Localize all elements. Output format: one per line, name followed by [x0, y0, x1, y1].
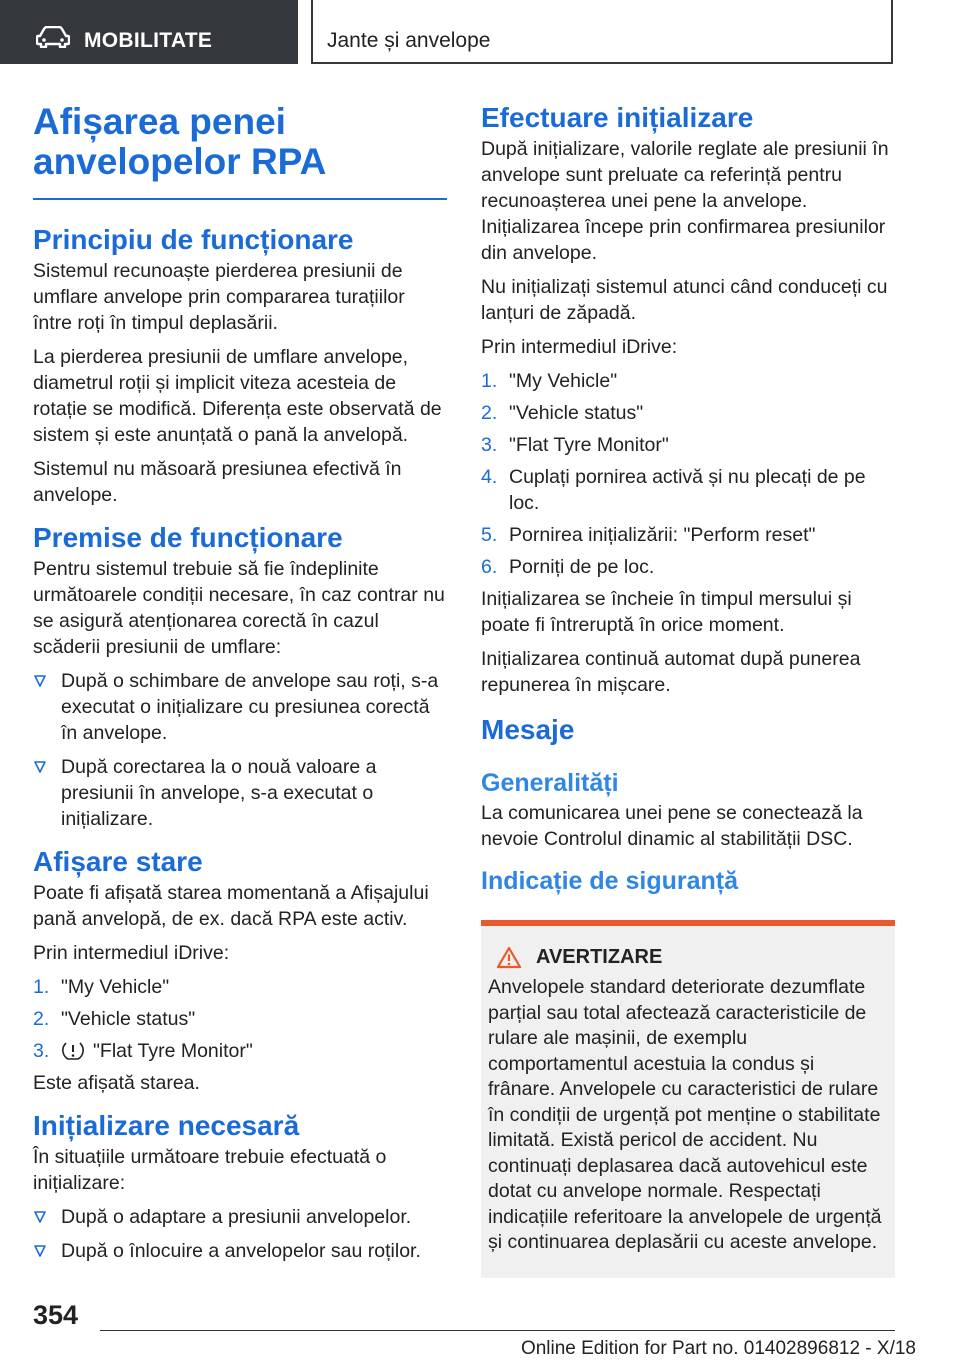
- list-item: [33, 754, 447, 832]
- list-item-text: După o înlocuire a anvelopelor sau roților.: [61, 1240, 421, 1262]
- heading-indicatie: Indicație de siguranță: [481, 867, 739, 895]
- paragraph: Inițializarea se încheie în timpul mersului și poate fi întreruptă în orice moment.: [481, 588, 852, 636]
- list-item: 6. Porniți de pe loc.: [481, 556, 655, 578]
- left-column: [33, 102, 447, 1278]
- heading-principiu: Principiu de funcționare: [33, 224, 354, 255]
- list-item: 2. "Vehicle status": [481, 402, 644, 424]
- list-item: [33, 668, 447, 746]
- page-number: 354: [33, 1300, 79, 1330]
- paragraph: La comunicarea unei pene se conectează la nevoie Controlul dinamic al stabilității DSC.: [481, 802, 863, 850]
- right-column: [481, 102, 895, 1278]
- paragraph: Este afișată starea.: [33, 1072, 200, 1094]
- paragraph: Nu inițializați sistemul atunci când conduceți cu lanțuri de zăpadă.: [481, 276, 888, 324]
- list-item-text: După corectarea la o nouă valoare a presiunii în anvelope, s-a executat o inițializare.: [61, 756, 377, 830]
- footer-edition: Online Edition for Part no. 01402896812 - X/18: [520, 1338, 916, 1359]
- section-principiu: [33, 224, 447, 508]
- step-list: [481, 368, 895, 580]
- heading-mesaje: Mesaje: [481, 714, 575, 745]
- paragraph: În situațiile următoare trebuie efectuată o inițializare:: [33, 1146, 387, 1194]
- heading-efectuare: Efectuare inițializare: [481, 102, 754, 133]
- heading-afisare: Afișare stare: [33, 846, 203, 877]
- paragraph: După inițializare, valorile reglate ale presiunii în anvelope sunt preluate ca referință pentru recunoașterea unei pene la anvelope. Inițializarea începe prin confirmarea presiunilor din anvelope.: [481, 138, 889, 264]
- section-mesaje: [481, 714, 895, 896]
- warning-text: Anvelopele standard deteriorate dezumflate parțial sau total afectează caracteristicile de rulare ale mașinii, de exemplu comportamentul acestuia la condus și frânare. Anvelopele cu caracteristici de rulare în condiții de urgență pot menține o stabilitate limitată. Există pericol de accident. Nu continuați deplasarea dacă autovehicul este dotat cu anvelope normale. Respectați indicațiile referitoare la anvelopele de urgență și continuarea deplasării cu aceste anvelope.: [488, 976, 882, 1253]
- section-efectuare: [481, 102, 895, 698]
- triangle-bullet-icon: [33, 1244, 47, 1258]
- warning-title: AVERTIZARE: [536, 946, 663, 968]
- paragraph: Inițializarea continuă automat după punerea repunerea în mișcare.: [481, 648, 861, 696]
- section-init-necesara: [33, 1110, 447, 1264]
- paragraph: Poate fi afișată starea momentană a Afișajului pană anvelopă, de ex. dacă RPA este activ.: [33, 882, 429, 930]
- list-item: 2. "Vehicle status": [33, 1008, 196, 1030]
- list-item: 3. "Flat Tyre Monitor": [33, 1040, 253, 1062]
- list-item: 5. Pornirea inițializării: "Perform reset": [481, 524, 816, 546]
- triangle-bullet-icon: [33, 760, 47, 774]
- paragraph: Prin intermediul iDrive:: [481, 336, 678, 358]
- bullet-list: [33, 1204, 447, 1264]
- page-title: Afișarea penei anvelopelor RPA: [33, 101, 327, 182]
- warning-header: [488, 946, 885, 969]
- heading-premise: Premise de funcționare: [33, 522, 343, 553]
- list-item-text: După o adaptare a presiunii anvelopelor.: [61, 1206, 412, 1228]
- paragraph: La pierderea presiunii de umflare anvelope, diametrul roții și implicit viteza acesteia de rotație se modifică. Diferența este observată de sistem și este anunțată o pană la anvelopă.: [33, 346, 442, 446]
- list-item: 1. "My Vehicle": [33, 976, 170, 998]
- warning-box: [481, 920, 895, 1278]
- list-item-text: După o schimbare de anvelope sau roți, s-a executat o inițializare cu presiunea corectă în anvelope.: [61, 670, 439, 744]
- list-item: 4. Cuplați pornirea activă și nu plecați de pe loc.: [481, 466, 866, 514]
- step-list: [33, 974, 447, 1064]
- section-label: Jante și anvelope: [327, 29, 491, 52]
- heading-init-necesara: Inițializare necesară: [33, 1110, 300, 1141]
- list-item: 1. "My Vehicle": [481, 370, 618, 392]
- paragraph: Sistemul nu măsoară presiunea efectivă în anvelope.: [33, 458, 402, 506]
- section-afisare: [33, 846, 447, 1096]
- list-item: [33, 1238, 447, 1264]
- section-tab: [311, 0, 893, 64]
- list-item: 3. "Flat Tyre Monitor": [481, 434, 669, 456]
- heading-generalitati: Generalități: [481, 769, 619, 797]
- title-divider: [33, 198, 447, 200]
- chapter-tab: [0, 0, 298, 64]
- warning-triangle-icon: [496, 946, 522, 969]
- paragraph: Pentru sistemul trebuie să fie îndeplinite următoarele condiții necesare, în caz contrar nu se asigură atenționarea corectă în cazul scăderii presiunii de umflare:: [33, 558, 445, 658]
- footer-divider: [100, 1330, 895, 1331]
- tyre-pressure-icon: [61, 1041, 85, 1061]
- triangle-bullet-icon: [33, 1210, 47, 1224]
- paragraph: Prin intermediul iDrive:: [33, 942, 230, 964]
- car-icon: [36, 26, 70, 48]
- triangle-bullet-icon: [33, 674, 47, 688]
- paragraph: Sistemul recunoaște pierderea presiunii de umflare anvelope prin compararea turațiilor între roți în timpul deplasării.: [33, 260, 405, 334]
- bullet-list: [33, 668, 447, 832]
- list-item: [33, 1204, 447, 1230]
- section-premise: [33, 522, 447, 832]
- chapter-label: MOBILITATE: [84, 29, 213, 52]
